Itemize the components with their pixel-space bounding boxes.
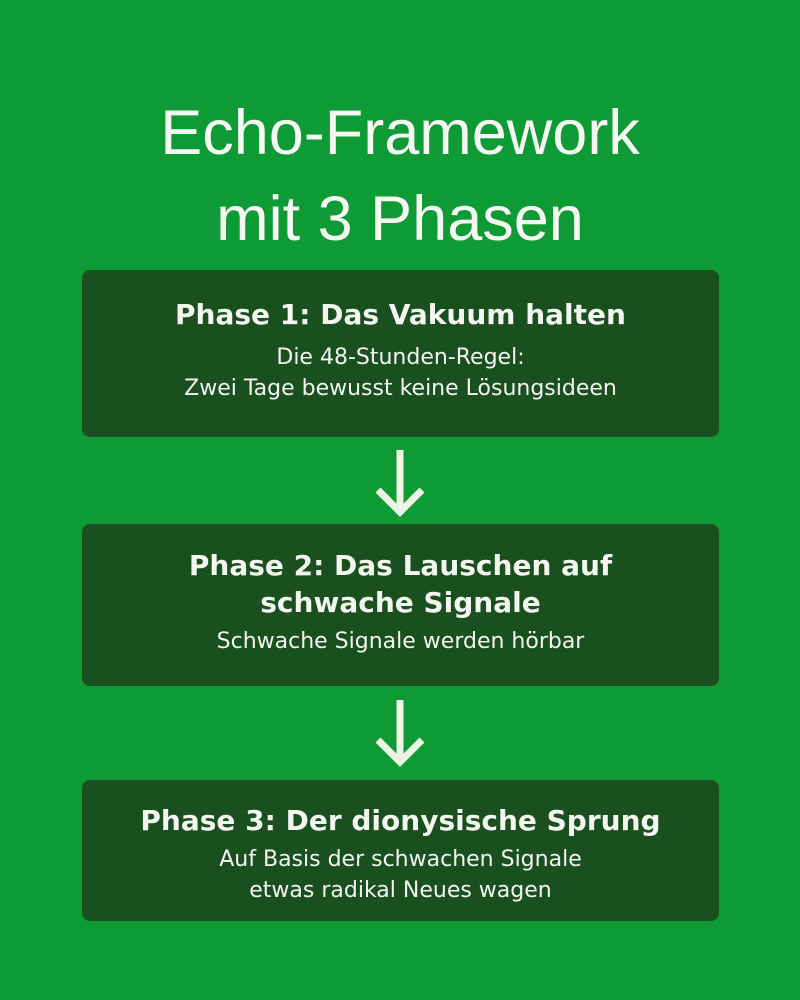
phase-1-description-line-1: Die 48-Stunden-Regel: bbox=[276, 345, 525, 370]
phase-3-description-line-2: etwas radikal Neues wagen bbox=[249, 878, 552, 903]
phase-1-description bbox=[82, 342, 719, 404]
phase-3-title bbox=[82, 802, 719, 839]
phase-3-box bbox=[82, 780, 719, 921]
phase-2-title-line-1: Phase 2: Das Lauschen auf bbox=[188, 549, 613, 582]
arrow-down-icon bbox=[370, 696, 430, 768]
phase-2-title-line-2: schwache Signale bbox=[260, 586, 541, 619]
phase-3-title-line-1: Phase 3: Der dionysische Sprung bbox=[140, 804, 661, 837]
phase-2-box bbox=[82, 524, 719, 686]
phase-1-title-line-1: Phase 1: Das Vakuum halten bbox=[175, 298, 626, 331]
phase-1-box bbox=[82, 270, 719, 437]
phase-1-title bbox=[82, 296, 719, 333]
phase-3-description-line-1: Auf Basis der schwachen Signale bbox=[219, 847, 582, 872]
phase-2-description-line-1: Schwache Signale werden hörbar bbox=[216, 629, 585, 654]
phase-3-description bbox=[82, 844, 719, 906]
phase-1-description-line-2: Zwei Tage bewusst keine Lösungsideen bbox=[184, 376, 617, 401]
phase-2-description bbox=[82, 626, 719, 657]
diagram-title-line-1: Echo-Framework bbox=[160, 98, 640, 169]
diagram-title-line-2: mit 3 Phasen bbox=[216, 184, 584, 255]
diagram-title bbox=[0, 90, 800, 262]
phase-2-title bbox=[82, 547, 719, 621]
arrow-down-icon bbox=[370, 446, 430, 518]
